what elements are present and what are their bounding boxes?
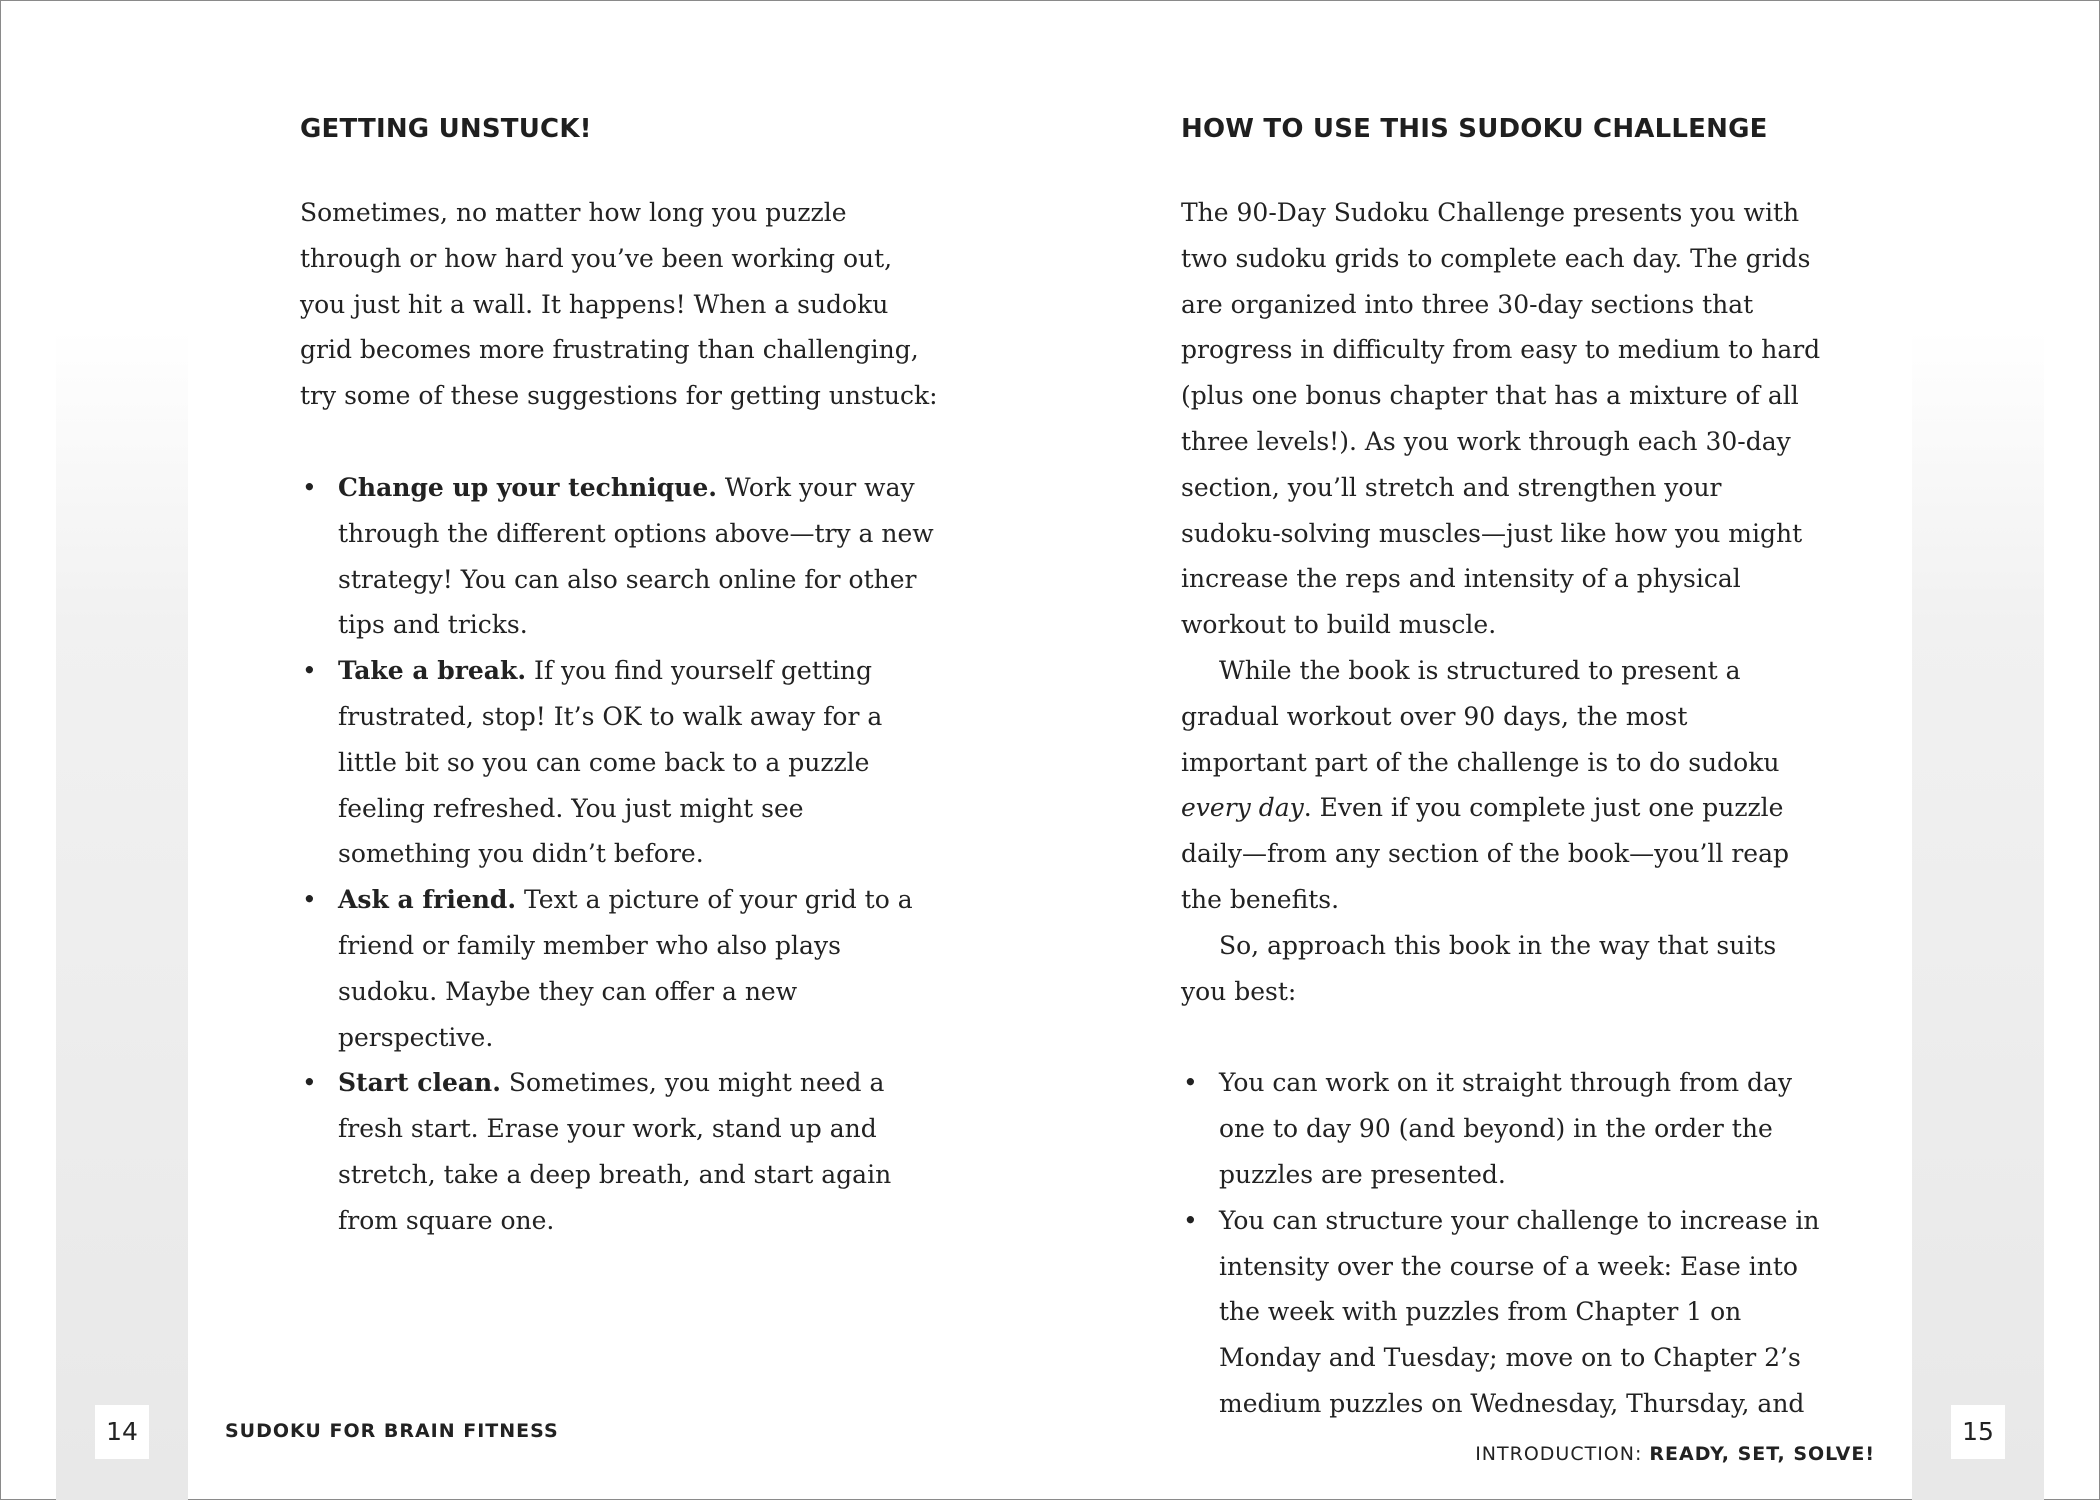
list-item [300, 877, 940, 1060]
options-list [1181, 1060, 1821, 1426]
bullet-icon: • [302, 472, 317, 502]
list-item [300, 1060, 940, 1243]
tip-title: Start clean. [338, 1068, 501, 1098]
left-page-number: 14 [95, 1405, 149, 1459]
right-page-number: 15 [1951, 1405, 2005, 1459]
tip-title: Take a break. [338, 656, 527, 686]
footer-section-label: INTRODUCTION: [1475, 1443, 1643, 1465]
list-item [300, 465, 940, 648]
right-margin-shade [1912, 330, 2044, 1500]
footer-section-title: READY, SET, SOLVE! [1649, 1443, 1875, 1465]
bullet-icon: • [302, 656, 317, 686]
left-page-heading: GETTING UNSTUCK! [300, 114, 592, 144]
tip-title: Ask a friend. [338, 885, 517, 915]
tips-list [300, 465, 940, 1244]
tip-text: Work your way through the different options above—try a new strategy! You can also search online for other tips and tricks. [338, 472, 934, 640]
tip-text: If you find yourself getting frustrated, stop! It’s OK to walk away for a little bit so you can come back to a puzzle feeling refreshed. You just might see something you didn’t before. [338, 656, 883, 869]
tip-text: Sometimes, you might need a fresh start. Erase your work, stand up and stretch, take a deep breath, and start again from square one. [338, 1068, 892, 1235]
left-page-intro: Sometimes, no matter how long you puzzle through or how hard you’ve been working out, you just hit a wall. It happens! When a sudoku grid becomes more frustrating than challenging, try some of these suggestions for getting unstuck: [300, 198, 938, 411]
emphasis-text: every day [1181, 793, 1304, 823]
right-page-paragraph-2: While the book is structured to present a gradual workout over 90 days, the most important part of the challenge is to do sudoku every day. Even if you complete just one puzzle daily—from any section of the book—you’ll reap the benefits. [1181, 655, 1789, 914]
right-page-body [1181, 108, 1821, 1427]
bullet-icon: • [1183, 1205, 1198, 1235]
list-item [300, 648, 940, 877]
tip-title: Change up your technique. [338, 472, 717, 502]
right-page-paragraph-3: So, approach this book in the way that suits you best: [1181, 930, 1777, 1006]
list-item: • You can structure your challenge to increase in intensity over the course of a week: Ease into the week with puzzles from Chapter 1 on Monday and Tuesday; move on to Chapter 2’s medium puzzles on Wednesday, Thursday, and [1181, 1198, 1821, 1427]
left-page-body [300, 108, 940, 1244]
bullet-icon: • [302, 1068, 317, 1098]
left-margin-shade [56, 330, 188, 1500]
left-running-footer: SUDOKU FOR BRAIN FITNESS [225, 1420, 559, 1442]
right-page-paragraph-1: The 90-Day Sudoku Challenge presents you with two sudoku grids to complete each day. The grids are organized into three 30-day sections that progress in difficulty from easy to medium to hard (plus one bonus chapter that has a mixture of all three levels!). As you work through each 30-day section, you’ll stretch and strengthen your sudoku-solving muscles—just like how you might increase the reps and intensity of a physical workout to build muscle. [1181, 198, 1821, 640]
tip-text: Text a picture of your grid to a friend or family member who also plays sudoku. Maybe they can offer a new perspective. [338, 885, 913, 1052]
bullet-icon: • [1183, 1068, 1198, 1098]
list-item: • You can work on it straight through from day one to day 90 (and beyond) in the order the puzzles are presented. [1181, 1060, 1821, 1197]
bullet-icon: • [302, 885, 317, 915]
right-page-heading: HOW TO USE THIS SUDOKU CHALLENGE [1181, 114, 1768, 144]
right-running-footer [1475, 1443, 1875, 1465]
